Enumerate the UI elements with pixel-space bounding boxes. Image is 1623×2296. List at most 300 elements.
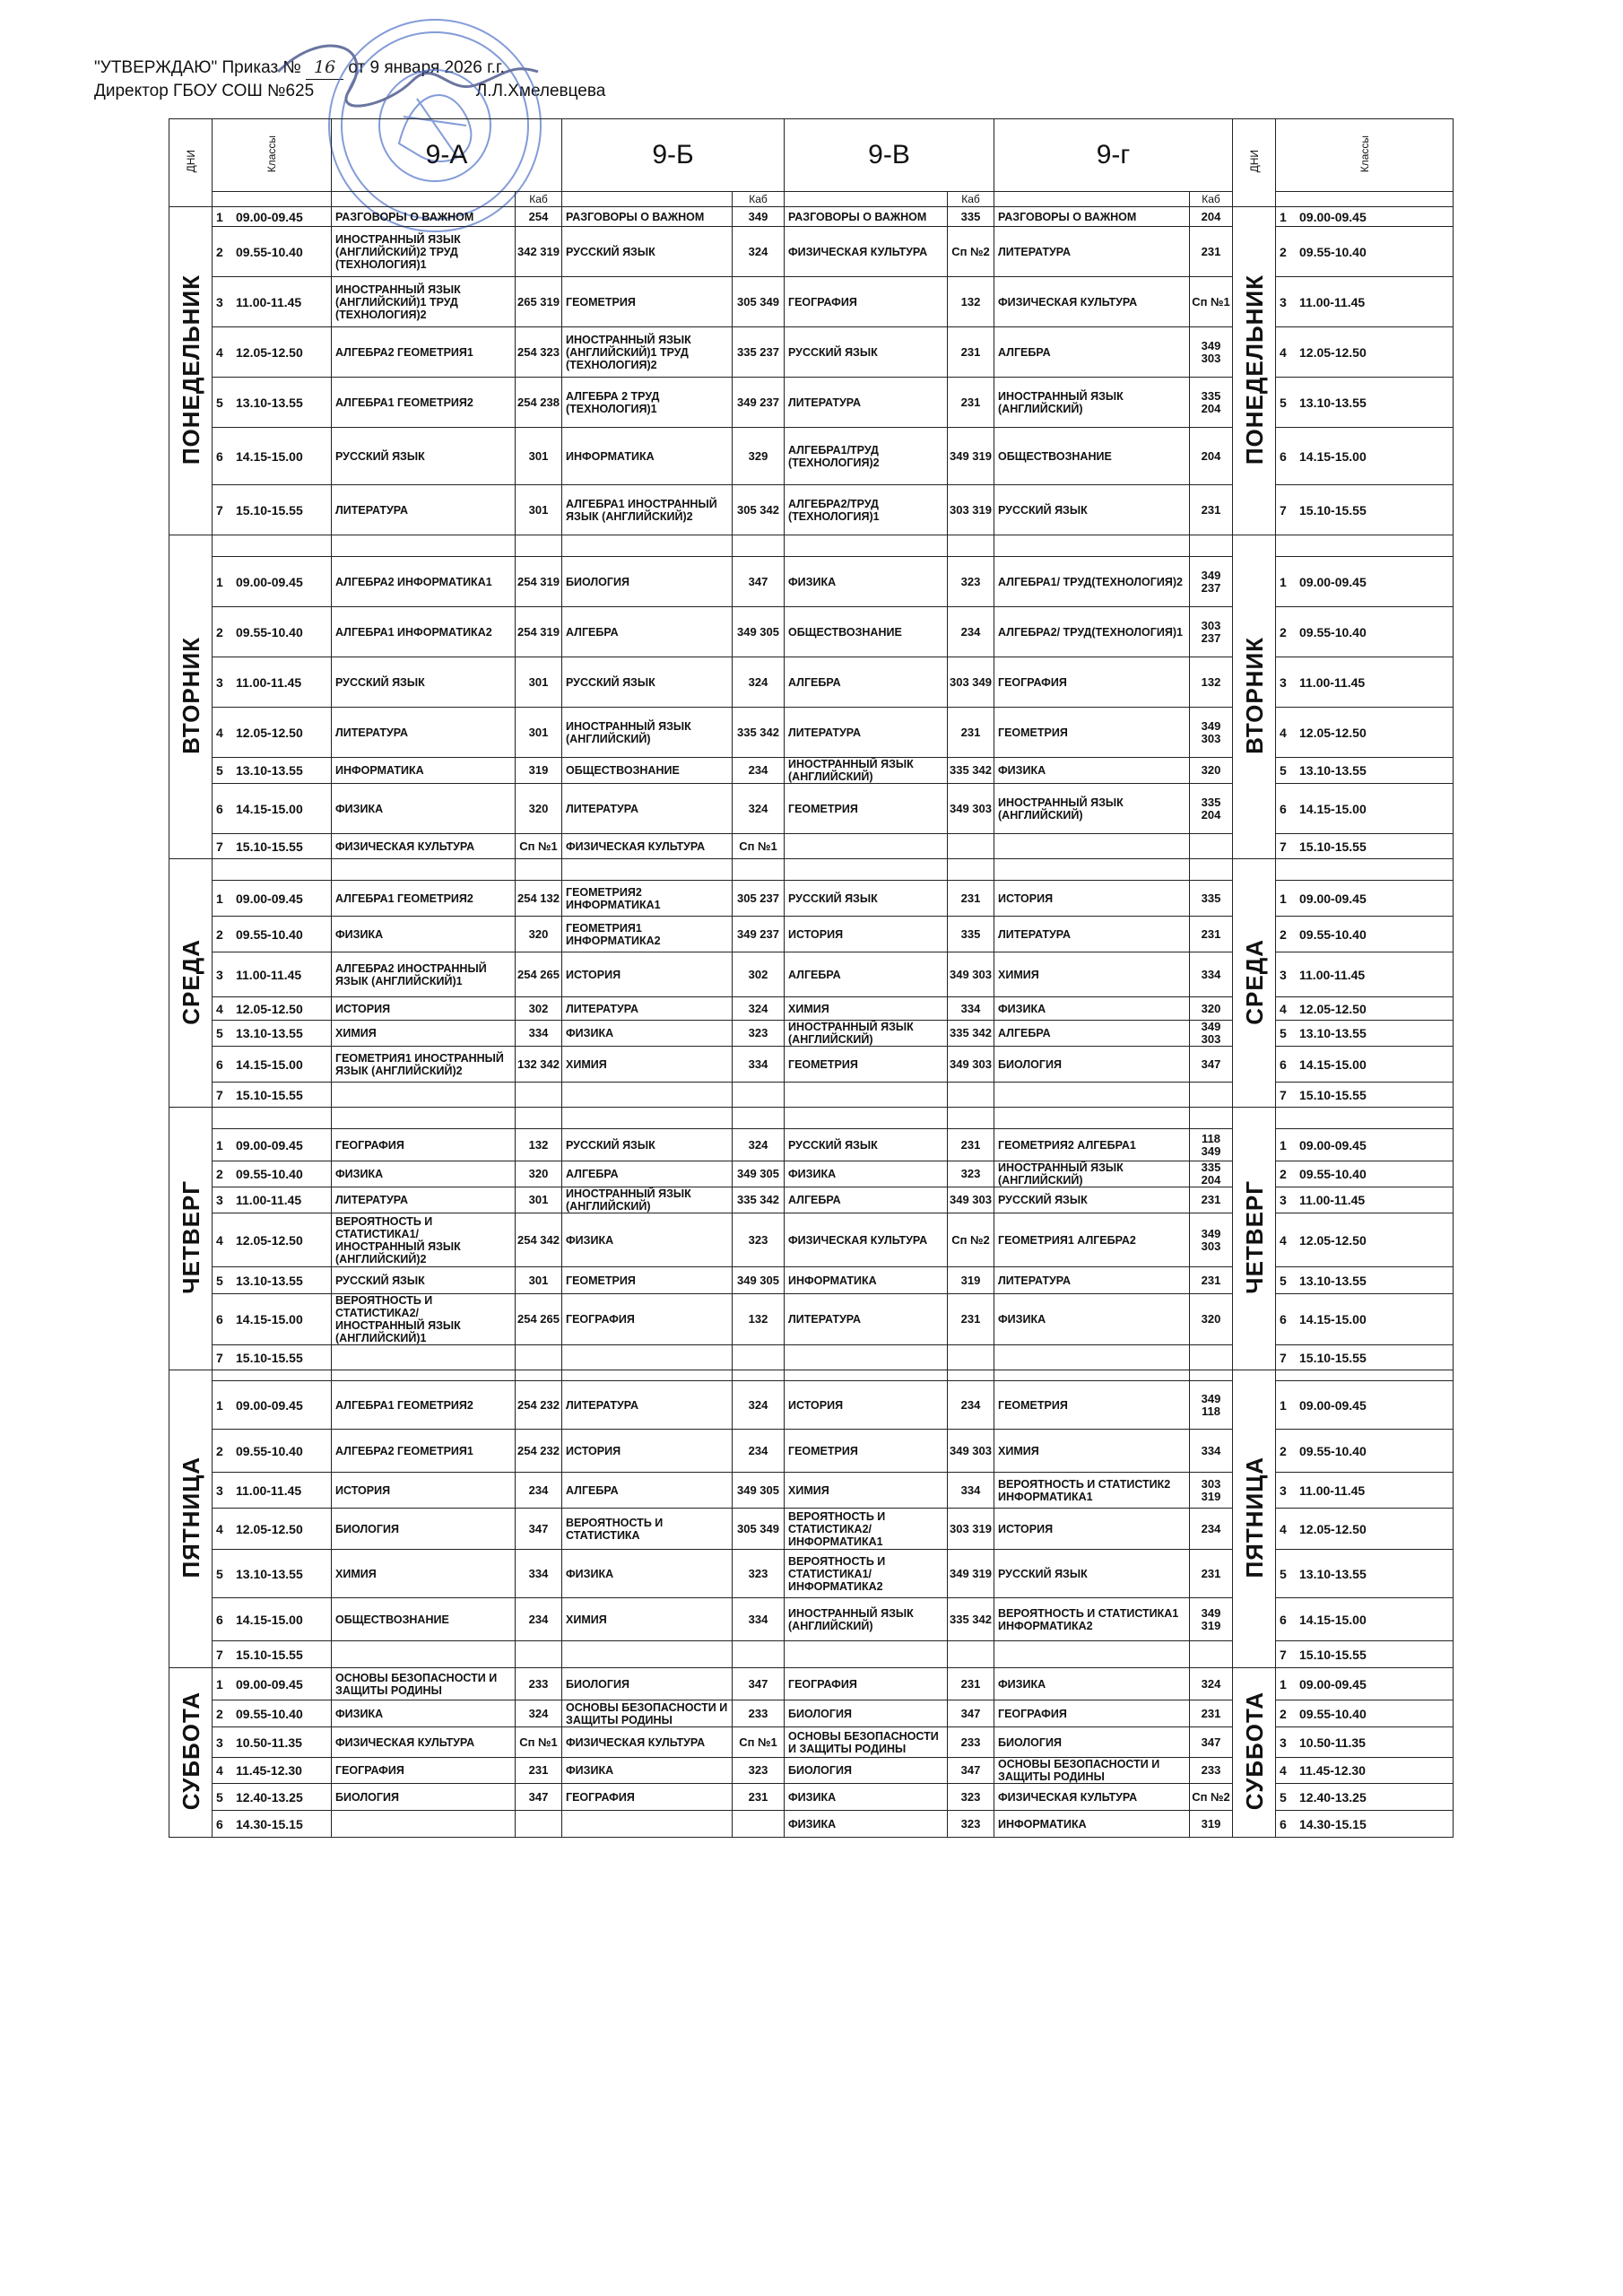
subject-cell: ИНФОРМАТИКА: [785, 1267, 948, 1294]
empty-cell: [562, 192, 733, 207]
room-cell: 305 237: [733, 881, 785, 917]
lesson-number: 5: [1280, 1789, 1287, 1805]
room-cell: 231: [1190, 1267, 1233, 1294]
lesson-time: 09.55-10.40: [236, 624, 303, 639]
lesson-number: 3: [1280, 1735, 1287, 1750]
room-cell: 347: [1190, 1047, 1233, 1083]
lesson-slot-right: [1276, 881, 1454, 917]
subject-cell: ФИЗИЧЕСКАЯ КУЛЬТУРА: [994, 277, 1190, 327]
room-cell: 233: [948, 1727, 994, 1758]
subject-cell: ИНОСТРАННЫЙ ЯЗЫК (АНГЛИЙСКИЙ): [785, 1598, 948, 1641]
room-cell: 254 232: [516, 1430, 562, 1473]
lesson-time: 09.55-10.40: [1299, 1706, 1367, 1721]
room-cell: 303 319: [948, 485, 994, 535]
lesson-time: 12.05-12.50: [1299, 344, 1367, 360]
lesson-number: 1: [1280, 574, 1287, 589]
lesson-time: 13.10-13.55: [236, 763, 303, 778]
lesson-slot: [213, 1294, 332, 1345]
room-cell: 323: [733, 1213, 785, 1267]
lesson-number: 2: [216, 926, 223, 942]
lesson-slot: [213, 1550, 332, 1598]
room-cell: 324: [733, 784, 785, 834]
subject-cell: ГЕОГРАФИЯ: [562, 1784, 733, 1811]
subject-cell: ВЕРОЯТНОСТЬ И СТАТИСТИКА1/ ИНФОРМАТИКА2: [785, 1550, 948, 1598]
lesson-number: 2: [1280, 1443, 1287, 1458]
lesson-time: 09.55-10.40: [236, 926, 303, 942]
lesson-number: 7: [216, 839, 223, 854]
room-cell: 301: [516, 708, 562, 758]
subject-cell: ОБЩЕСТВОЗНАНИЕ: [994, 428, 1190, 485]
room-cell: 254 232: [516, 1381, 562, 1430]
subject-cell: ГЕОГРАФИЯ: [562, 1294, 733, 1345]
subject-cell: АЛГЕБРА1 ИНОСТРАННЫЙ ЯЗЫК (АНГЛИЙСКИЙ)2: [562, 485, 733, 535]
lesson-time: 12.05-12.50: [236, 1521, 303, 1536]
lesson-number: 5: [216, 1026, 223, 1040]
lesson-number: 4: [1280, 344, 1287, 360]
lesson-time: 09.55-10.40: [236, 1706, 303, 1721]
lesson-slot: [213, 784, 332, 834]
room-cell: 301: [516, 428, 562, 485]
lesson-number: 4: [216, 1521, 223, 1536]
lesson-row: [169, 207, 1454, 227]
room-cell: 349 319: [948, 1550, 994, 1598]
lesson-time: 14.15-15.00: [1299, 1057, 1367, 1072]
room-cell: 334: [1190, 952, 1233, 997]
room-cell: 323: [948, 557, 994, 607]
day-spacer-row: [169, 1370, 1454, 1381]
lesson-number: 2: [1280, 1167, 1287, 1181]
room-cell: 254 238: [516, 378, 562, 428]
subject-cell: АЛГЕБРА2 ИНФОРМАТИКА1: [332, 557, 516, 607]
room-cell: [516, 1083, 562, 1108]
subject-cell: АЛГЕБРА1 ГЕОМЕТРИЯ2: [332, 1381, 516, 1430]
subject-cell: АЛГЕБРА: [785, 657, 948, 708]
room-cell: Сп №2: [1190, 1784, 1233, 1811]
empty-cell: [516, 859, 562, 881]
subject-cell: ИСТОРИЯ: [785, 917, 948, 952]
room-cell: Сп №1: [516, 834, 562, 859]
lesson-slot-right: [1276, 758, 1454, 784]
subject-cell: ОСНОВЫ БЕЗОПАСНОСТИ И ЗАЩИТЫ РОДИНЫ: [994, 1758, 1190, 1784]
room-cell: 334: [733, 1047, 785, 1083]
subject-cell: ЛИТЕРАТУРА: [994, 1267, 1190, 1294]
lesson-number: 5: [1280, 1273, 1287, 1288]
lesson-slot-right: [1276, 1161, 1454, 1187]
room-cell: 303 237: [1190, 607, 1233, 657]
empty-cell: [562, 1108, 733, 1129]
lesson-number: 1: [216, 1397, 223, 1413]
room-cell: 233: [516, 1668, 562, 1700]
lesson-time: 15.10-15.55: [1299, 1350, 1367, 1365]
lesson-time: 15.10-15.55: [1299, 502, 1367, 517]
room-cell: 349 319: [948, 428, 994, 485]
lesson-slot-right: [1276, 1294, 1454, 1345]
lesson-slot: [213, 557, 332, 607]
subject-cell: ИНОСТРАННЫЙ ЯЗЫК (АНГЛИЙСКИЙ): [562, 1187, 733, 1213]
subject-cell: ФИЗИКА: [994, 758, 1190, 784]
lesson-time: 14.15-15.00: [236, 1057, 303, 1072]
empty-cell: [213, 859, 332, 881]
empty-cell: [1190, 535, 1233, 557]
lesson-number: 3: [216, 1483, 223, 1498]
subject-cell: ИСТОРИЯ: [994, 881, 1190, 917]
empty-cell: [948, 859, 994, 881]
lesson-slot-right: [1276, 952, 1454, 997]
empty-cell: [213, 535, 332, 557]
room-cell: 323: [948, 1161, 994, 1187]
subject-cell: АЛГЕБРА2 ИНОСТРАННЫЙ ЯЗЫК (АНГЛИЙСКИЙ)1: [332, 952, 516, 997]
subject-cell: ОСНОВЫ БЕЗОПАСНОСТИ И ЗАЩИТЫ РОДИНЫ: [562, 1700, 733, 1727]
lesson-time: 13.10-13.55: [1299, 1026, 1367, 1040]
day-label-4: [169, 1108, 213, 1370]
lesson-slot-right: [1276, 1267, 1454, 1294]
subject-cell: [332, 1083, 516, 1108]
lesson-number: 6: [216, 1057, 223, 1072]
lesson-time: 09.00-09.45: [236, 1137, 303, 1152]
subject-cell: БИОЛОГИЯ: [994, 1047, 1190, 1083]
schedule-table: [169, 118, 1454, 1838]
lesson-time: 12.05-12.50: [236, 1232, 303, 1248]
lesson-number: 6: [1280, 1312, 1287, 1326]
room-cell: 347: [1190, 1727, 1233, 1758]
subject-cell: ИСТОРИЯ: [562, 952, 733, 997]
room-cell: 231: [948, 327, 994, 378]
subject-cell: АЛГЕБРА2 ГЕОМЕТРИЯ1: [332, 327, 516, 378]
classes-label: Классы: [265, 135, 278, 173]
subject-cell: РУССКИЙ ЯЗЫК: [785, 327, 948, 378]
room-cell: 302: [733, 952, 785, 997]
classes-column-header-right: [1276, 119, 1454, 192]
lesson-number: 6: [1280, 1612, 1287, 1627]
subject-cell: ОБЩЕСТВОЗНАНИЕ: [562, 758, 733, 784]
subject-cell: ХИМИЯ: [994, 1430, 1190, 1473]
subject-cell: АЛГЕБРА: [994, 327, 1190, 378]
subject-cell: АЛГЕБРА1 ГЕОМЕТРИЯ2: [332, 881, 516, 917]
lesson-time: 12.05-12.50: [1299, 1001, 1367, 1016]
lesson-time: 14.15-15.00: [236, 448, 303, 464]
empty-cell: [994, 859, 1190, 881]
subject-cell: ФИЗИЧЕСКАЯ КУЛЬТУРА: [994, 1784, 1190, 1811]
room-cell: 320: [1190, 997, 1233, 1021]
room-cell: 347: [948, 1758, 994, 1784]
room-cell: 323: [733, 1550, 785, 1598]
day-spacer-row: [169, 1108, 1454, 1129]
room-cell: 335 204: [1190, 1161, 1233, 1187]
class-header-1: 9-А: [332, 119, 562, 192]
lesson-time: 09.00-09.45: [236, 209, 303, 224]
subject-cell: ИНФОРМАТИКА: [994, 1811, 1190, 1838]
lesson-number: 2: [1280, 624, 1287, 639]
lesson-time: 11.00-11.45: [236, 967, 302, 982]
lesson-time: 11.00-11.45: [1299, 967, 1366, 982]
room-cell: 349 305: [733, 1267, 785, 1294]
lesson-number: 5: [1280, 1566, 1287, 1581]
lesson-time: 12.40-13.25: [236, 1789, 303, 1805]
room-cell: 349 305: [733, 607, 785, 657]
subject-cell: ИНФОРМАТИКА: [562, 428, 733, 485]
lesson-time: 13.10-13.55: [236, 1273, 303, 1288]
subject-cell: [994, 1345, 1190, 1370]
lesson-time: 09.55-10.40: [236, 1443, 303, 1458]
room-cell: 323: [733, 1021, 785, 1047]
lesson-slot: [213, 1811, 332, 1838]
lesson-number: 2: [1280, 926, 1287, 942]
room-cell: 334: [948, 1473, 994, 1509]
day-name: СРЕДА: [1240, 938, 1268, 1025]
lesson-time: 09.55-10.40: [1299, 1443, 1367, 1458]
room-cell: 320: [516, 1161, 562, 1187]
subject-cell: РУССКИЙ ЯЗЫК: [332, 428, 516, 485]
empty-cell: [1276, 535, 1454, 557]
subject-cell: [994, 834, 1190, 859]
lesson-number: 3: [216, 1193, 223, 1207]
lesson-time: 12.05-12.50: [236, 1001, 303, 1016]
room-cell: [1190, 1345, 1233, 1370]
subject-cell: ЛИТЕРАТУРА: [332, 1187, 516, 1213]
lesson-number: 5: [1280, 395, 1287, 410]
kab-label: Каб: [733, 192, 785, 207]
lesson-number: 1: [1280, 1137, 1287, 1152]
lesson-number: 2: [216, 1443, 223, 1458]
subject-cell: ВЕРОЯТНОСТЬ И СТАТИСТИК2 ИНФОРМАТИКА1: [994, 1473, 1190, 1509]
lesson-time: 11.00-11.45: [236, 1193, 302, 1207]
room-cell: 234: [516, 1598, 562, 1641]
room-cell: 324: [733, 997, 785, 1021]
subject-cell: РУССКИЙ ЯЗЫК: [785, 881, 948, 917]
subject-cell: РУССКИЙ ЯЗЫК: [332, 657, 516, 708]
lesson-time: 11.00-11.45: [1299, 1483, 1366, 1498]
room-cell: 349 303: [1190, 708, 1233, 758]
day-label-right-3: [1233, 859, 1276, 1108]
room-cell: 303 319: [948, 1509, 994, 1550]
lesson-number: 2: [216, 624, 223, 639]
room-cell: 347: [733, 1668, 785, 1700]
lesson-time: 09.00-09.45: [236, 1397, 303, 1413]
lesson-slot-right: [1276, 485, 1454, 535]
lesson-slot: [213, 1509, 332, 1550]
room-cell: 234: [733, 1430, 785, 1473]
lesson-slot: [213, 1187, 332, 1213]
room-cell: [1190, 834, 1233, 859]
subject-cell: ФИЗИКА: [785, 1161, 948, 1187]
lesson-number: 5: [216, 1566, 223, 1581]
lesson-slot-right: [1276, 1213, 1454, 1267]
subject-cell: ХИМИЯ: [332, 1550, 516, 1598]
lesson-number: 4: [216, 1763, 223, 1778]
room-cell: 324: [516, 1700, 562, 1727]
subject-cell: ФИЗИКА: [332, 784, 516, 834]
day-label-5: [169, 1370, 213, 1668]
lesson-slot-right: [1276, 1668, 1454, 1700]
lesson-number: 4: [1280, 1521, 1287, 1536]
subject-cell: ГЕОМЕТРИЯ2 АЛГЕБРА1: [994, 1129, 1190, 1161]
lesson-slot-right: [1276, 1430, 1454, 1473]
day-name: ВТОРНИК: [177, 637, 204, 754]
room-cell: 305 349: [733, 277, 785, 327]
subject-cell: [785, 1083, 948, 1108]
room-cell: 301: [516, 1267, 562, 1294]
lesson-number: 1: [216, 1137, 223, 1152]
room-cell: 320: [516, 917, 562, 952]
lesson-number: 3: [216, 1735, 223, 1750]
lesson-number: 4: [216, 725, 223, 740]
lesson-number: 1: [1280, 209, 1287, 224]
room-cell: 231: [733, 1784, 785, 1811]
room-cell: 349 303: [1190, 1021, 1233, 1047]
empty-cell: [994, 535, 1190, 557]
lesson-slot: [213, 1668, 332, 1700]
room-cell: 324: [733, 1381, 785, 1430]
lesson-number: 5: [1280, 763, 1287, 778]
empty-cell: [994, 192, 1190, 207]
lesson-slot-right: [1276, 227, 1454, 277]
lesson-number: 5: [216, 1273, 223, 1288]
lesson-slot-right: [1276, 917, 1454, 952]
lesson-slot: [213, 1430, 332, 1473]
subject-cell: ГЕОГРАФИЯ: [332, 1758, 516, 1784]
room-cell: 349 303: [948, 1430, 994, 1473]
subject-cell: ВЕРОЯТНОСТЬ И СТАТИСТИКА2/ ИНОСТРАННЫЙ ЯЗЫК (АНГЛИЙСКИЙ)1: [332, 1294, 516, 1345]
day-name: СУББОТА: [1240, 1692, 1268, 1811]
lesson-time: 09.55-10.40: [1299, 926, 1367, 942]
room-cell: [733, 1811, 785, 1838]
lesson-time: 09.55-10.40: [1299, 244, 1367, 259]
lesson-time: 15.10-15.55: [236, 839, 303, 854]
day-name: ПОНЕДЕЛЬНИК: [177, 274, 204, 465]
room-cell: 342 319: [516, 227, 562, 277]
lesson-time: 13.10-13.55: [236, 1566, 303, 1581]
subject-cell: ИНОСТРАННЫЙ ЯЗЫК (АНГЛИЙСКИЙ): [994, 378, 1190, 428]
room-cell: 303 319: [1190, 1473, 1233, 1509]
lesson-time: 15.10-15.55: [1299, 1647, 1367, 1662]
empty-cell: [785, 1370, 948, 1381]
empty-cell: [332, 1108, 516, 1129]
lesson-slot: [213, 1727, 332, 1758]
room-cell: 334: [1190, 1430, 1233, 1473]
day-spacer-row: [169, 859, 1454, 881]
subject-cell: РУССКИЙ ЯЗЫК: [562, 227, 733, 277]
lesson-number: 7: [216, 1647, 223, 1662]
lesson-time: 11.00-11.45: [236, 294, 302, 309]
room-cell: 335 342: [948, 1598, 994, 1641]
subject-cell: АЛГЕБРА1 ИНФОРМАТИКА2: [332, 607, 516, 657]
room-cell: Сп №1: [733, 834, 785, 859]
empty-cell: [1276, 1370, 1454, 1381]
empty-cell: [785, 192, 948, 207]
lesson-row: [169, 1668, 1454, 1700]
subject-cell: ГЕОМЕТРИЯ: [994, 1381, 1190, 1430]
subject-cell: АЛГЕБРА1 ГЕОМЕТРИЯ2: [332, 378, 516, 428]
room-cell: Сп №2: [948, 227, 994, 277]
signature-mark: [278, 46, 538, 106]
empty-cell: [948, 535, 994, 557]
lesson-time: 10.50-11.35: [1299, 1735, 1366, 1750]
lesson-slot: [213, 708, 332, 758]
lesson-time: 11.00-11.45: [236, 674, 302, 690]
days-column-header: [169, 119, 213, 207]
lesson-slot-right: [1276, 557, 1454, 607]
day-name: ПЯТНИЦА: [177, 1457, 204, 1578]
lesson-time: 11.00-11.45: [1299, 294, 1366, 309]
room-cell: 349 303: [1190, 1213, 1233, 1267]
lesson-time: 09.00-09.45: [1299, 574, 1367, 589]
subject-cell: ФИЗИКА: [785, 557, 948, 607]
subject-cell: ГЕОМЕТРИЯ: [562, 1267, 733, 1294]
lesson-time: 09.55-10.40: [236, 1167, 303, 1181]
lesson-slot-right: [1276, 834, 1454, 859]
subject-cell: ЛИТЕРАТУРА: [994, 917, 1190, 952]
room-cell: 118 349: [1190, 1129, 1233, 1161]
lesson-time: 09.55-10.40: [1299, 1167, 1367, 1181]
subject-cell: ФИЗИКА: [562, 1550, 733, 1598]
subject-cell: ГЕОМЕТРИЯ: [785, 784, 948, 834]
room-cell: 349 305: [733, 1161, 785, 1187]
room-cell: [948, 1345, 994, 1370]
header-row: [169, 119, 1454, 192]
room-cell: 231: [1190, 1700, 1233, 1727]
subject-cell: ИНФОРМАТИКА: [332, 758, 516, 784]
empty-cell: [733, 1108, 785, 1129]
day-name: ВТОРНИК: [1240, 637, 1268, 754]
lesson-slot-right: [1276, 1473, 1454, 1509]
lesson-number: 3: [216, 294, 223, 309]
day-label-6: [169, 1668, 213, 1838]
lesson-slot: [213, 1047, 332, 1083]
subject-cell: АЛГЕБРА: [562, 1161, 733, 1187]
empty-cell: [994, 1370, 1190, 1381]
room-cell: 335 342: [948, 758, 994, 784]
subject-cell: ЛИТЕРАТУРА: [332, 485, 516, 535]
lesson-slot-right: [1276, 1550, 1454, 1598]
lesson-slot: [213, 607, 332, 657]
room-cell: 335 237: [733, 327, 785, 378]
lesson-slot-right: [1276, 378, 1454, 428]
lesson-time: 14.15-15.00: [1299, 1612, 1367, 1627]
lesson-slot: [213, 207, 332, 227]
lesson-number: 7: [1280, 1350, 1287, 1365]
subject-cell: [332, 1811, 516, 1838]
subject-cell: ВЕРОЯТНОСТЬ И СТАТИСТИКА1/ ИНОСТРАННЫЙ ЯЗЫК (АНГЛИЙСКИЙ)2: [332, 1213, 516, 1267]
subject-cell: ОСНОВЫ БЕЗОПАСНОСТИ И ЗАЩИТЫ РОДИНЫ: [332, 1668, 516, 1700]
room-cell: [516, 1811, 562, 1838]
room-cell: 305 342: [733, 485, 785, 535]
empty-cell: [1190, 1370, 1233, 1381]
subject-cell: ФИЗИКА: [785, 1784, 948, 1811]
lesson-number: 3: [1280, 1483, 1287, 1498]
subject-cell: ФИЗИКА: [562, 1758, 733, 1784]
room-cell: 349 305: [733, 1473, 785, 1509]
room-cell: 323: [948, 1811, 994, 1838]
room-cell: 347: [516, 1509, 562, 1550]
lesson-number: 5: [216, 763, 223, 778]
subject-cell: ВЕРОЯТНОСТЬ И СТАТИСТИКА2/ ИНФОРМАТИКА1: [785, 1509, 948, 1550]
lesson-time: 11.00-11.45: [236, 1483, 302, 1498]
lesson-number: 4: [1280, 1232, 1287, 1248]
lesson-number: 3: [1280, 674, 1287, 690]
subject-cell: РУССКИЙ ЯЗЫК: [562, 657, 733, 708]
lesson-slot-right: [1276, 1784, 1454, 1811]
subject-cell: ИНОСТРАННЫЙ ЯЗЫК (АНГЛИЙСКИЙ)2 ТРУД (ТЕХНОЛОГИЯ)1: [332, 227, 516, 277]
subject-cell: ИСТОРИЯ: [785, 1381, 948, 1430]
class-header-3: 9-В: [785, 119, 994, 192]
lesson-slot-right: [1276, 784, 1454, 834]
room-cell: 319: [948, 1267, 994, 1294]
empty-cell: [733, 1370, 785, 1381]
lesson-slot-right: [1276, 997, 1454, 1021]
lesson-time: 11.00-11.45: [1299, 1193, 1366, 1207]
day-name: СУББОТА: [177, 1692, 204, 1811]
lesson-number: 2: [216, 1706, 223, 1721]
